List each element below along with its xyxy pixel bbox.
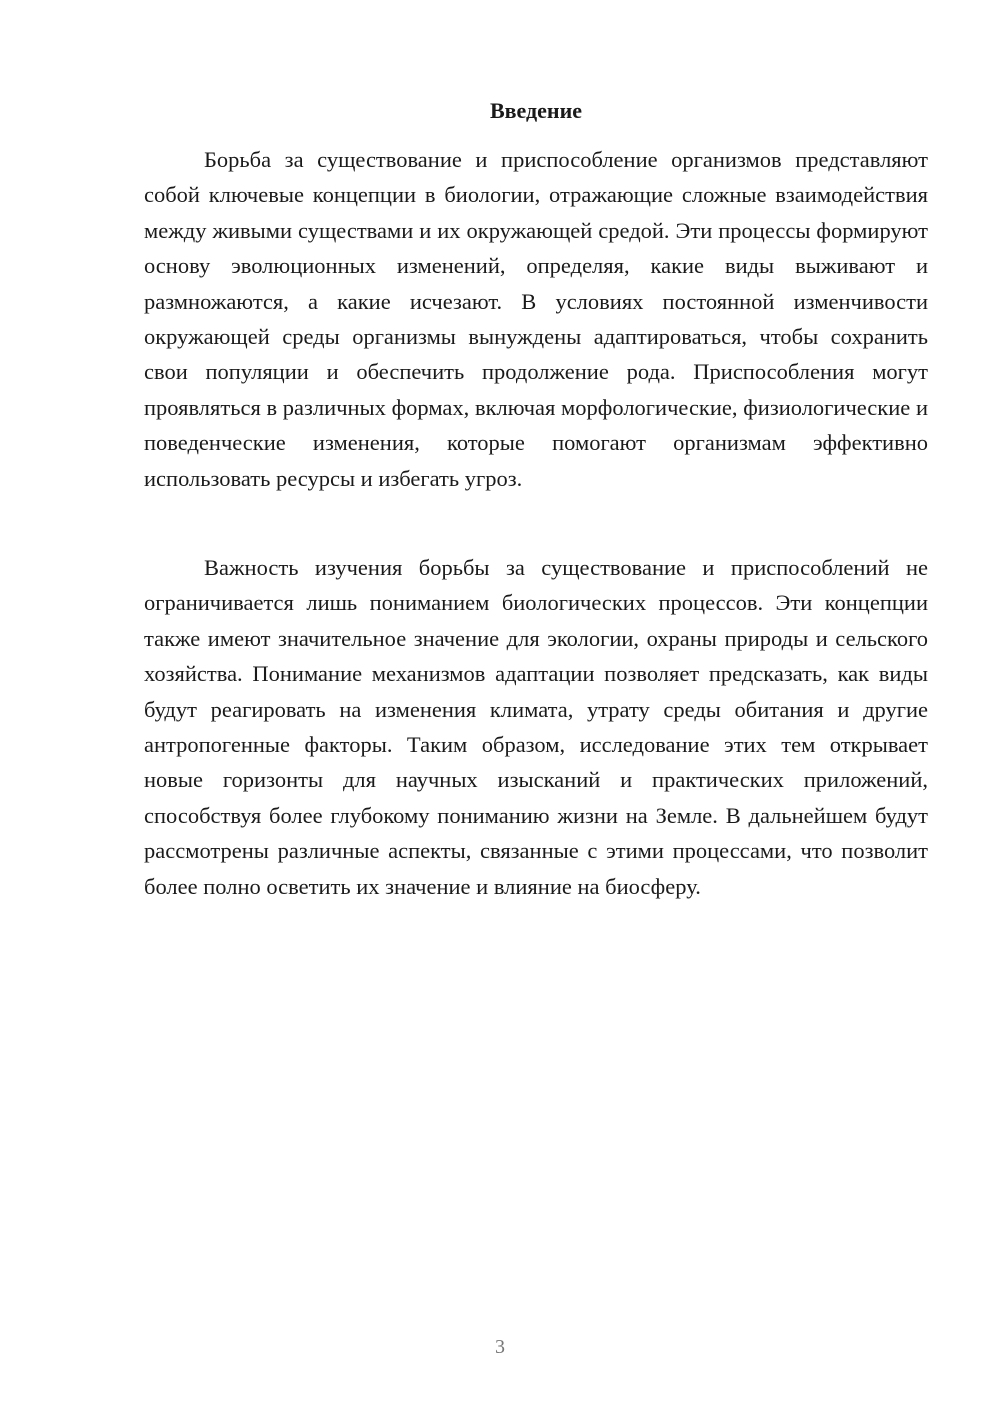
paragraph-1: Борьба за существование и приспособление организмов представляют собой ключевые концепции в биологии, отражающие сложные взаимодействия между живыми существами и их окружающей средой. Эти процессы формируют основу эволюционных изменений, определяя, какие виды выживают и размножаются, а какие исчезают. В условиях постоянной изменчивости окружающей среды организмы вынуждены адаптироваться, чтобы сохранить свои популяции и обеспечить продолжение рода. Приспособления могут проявляться в различных формах, включая морфологические, физиологические и поведенческие изменения, которые помогают организмам эффективно использовать ресурсы и избегать угроз.	[144, 147, 928, 491]
page-number: 3	[495, 1336, 505, 1358]
paragraph-2: Важность изучения борьбы за существование и приспособлений не ограничивается лишь пониманием биологических процессов. Эти концепции также имеют значительное значение для экологии, охраны природы и сельского хозяйства. Понимание механизмов адаптации позволяет предсказать, как виды будут реагировать на изменения климата, утрату среды обитания и другие антропогенные факторы. Таким образом, исследование этих тем открывает новые горизонты для научных изысканий и практических приложений, способствуя более глубокому пониманию жизни на Земле. В дальнейшем будут рассмотрены различные аспекты, связанные с этими процессами, что позволит более полно осветить их значение и влияние на биосферу.	[144, 555, 928, 899]
section-heading: Введение	[489, 98, 583, 123]
